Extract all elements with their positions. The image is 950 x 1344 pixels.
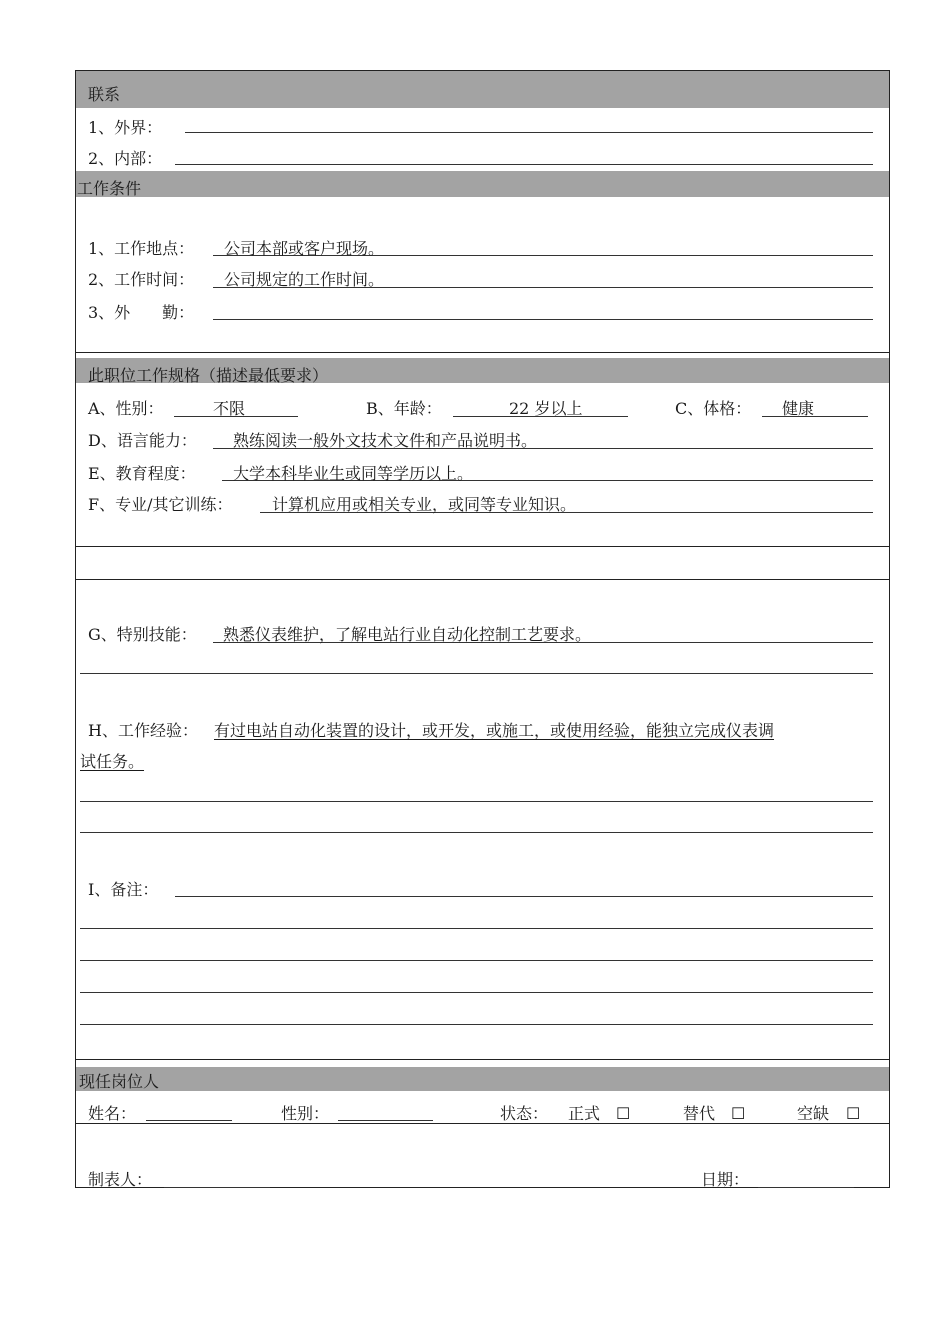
status-label: 状态：	[500, 1104, 549, 1123]
notes-line-3[interactable]	[80, 960, 873, 961]
spec-bottom-divider	[76, 1059, 889, 1060]
status-formal-checkbox[interactable]: ☐	[616, 1104, 631, 1123]
experience-value-line1: 有过电站自动化装置的设计，或开发，或施工，或使用经验，能独立完成仪表调	[214, 721, 775, 740]
incumbent-divider	[76, 1123, 889, 1124]
location-label: 1、工作地点：	[88, 239, 195, 258]
incumbent-gender-label: 性别：	[281, 1104, 330, 1123]
spec-title: 此职位工作规格（描述最低要求）	[88, 366, 329, 385]
field-work-label: 3、外 勤：	[88, 303, 195, 322]
time-label: 2、工作时间：	[88, 270, 195, 289]
preparer-line[interactable]	[164, 1187, 270, 1188]
field-work-line[interactable]	[213, 319, 873, 320]
spec-divider-1	[76, 546, 889, 547]
status-substitute-label: 替代	[683, 1104, 716, 1123]
notes-label: I、备注：	[88, 880, 159, 899]
incumbent-gender-line[interactable]	[338, 1120, 433, 1121]
training-value: 计算机应用或相关专业，或同等专业知识。	[272, 495, 577, 514]
notes-line-4[interactable]	[80, 992, 873, 993]
notes-line-2[interactable]	[80, 928, 873, 929]
status-formal-label: 正式	[568, 1104, 601, 1123]
age-value: 22 岁以上	[509, 399, 583, 418]
gender-value: 不限	[213, 399, 246, 418]
experience-value-line2: 试任务。	[80, 752, 145, 771]
incumbent-name-label: 姓名：	[88, 1104, 137, 1123]
date-line[interactable]	[758, 1187, 854, 1188]
skill-value: 熟悉仪表维护，了解电站行业自动化控制工艺要求。	[223, 625, 592, 644]
spec-divider-2	[76, 579, 889, 580]
language-label: D、语言能力：	[88, 431, 197, 450]
incumbent-title: 现任岗位人	[79, 1072, 160, 1091]
status-vacant-label: 空缺	[797, 1104, 830, 1123]
external-contact-label: 1、外界：	[88, 118, 163, 137]
experience-extra-line-2[interactable]	[80, 832, 873, 833]
physique-line	[762, 416, 868, 417]
conditions-header-band	[76, 171, 889, 197]
training-label: F、专业/其它训练：	[88, 495, 233, 514]
gender-label: A、性别：	[88, 399, 164, 418]
contact-header-band	[76, 71, 889, 108]
location-value: 公司本部或客户现场。	[224, 239, 385, 258]
physique-value: 健康	[782, 399, 815, 418]
conditions-title: 工作条件	[77, 179, 142, 198]
skill-label: G、特别技能：	[88, 625, 197, 644]
internal-contact-line[interactable]	[175, 164, 873, 165]
experience-label: H、工作经验：	[88, 721, 198, 740]
contact-title: 联系	[88, 85, 121, 104]
notes-line-5[interactable]	[80, 1024, 873, 1025]
experience-extra-line-1[interactable]	[80, 801, 873, 802]
incumbent-name-line[interactable]	[146, 1120, 232, 1121]
education-value: 大学本科毕业生或同等学历以上。	[233, 464, 474, 483]
conditions-divider	[76, 352, 889, 353]
job-form-frame	[75, 70, 890, 1188]
preparer-label: 制表人：	[88, 1170, 153, 1189]
notes-line-1[interactable]	[175, 896, 873, 897]
incumbent-header-band	[76, 1067, 889, 1091]
internal-contact-label: 2、内部：	[88, 149, 163, 168]
time-value: 公司规定的工作时间。	[224, 270, 385, 289]
age-label: B、年龄：	[366, 399, 442, 418]
skill-extra-line[interactable]	[80, 673, 873, 674]
physique-label: C、体格：	[675, 399, 752, 418]
external-contact-line[interactable]	[185, 132, 873, 133]
date-label: 日期：	[701, 1170, 750, 1189]
education-label: E、教育程度：	[88, 464, 196, 483]
status-vacant-checkbox[interactable]: ☐	[846, 1104, 861, 1123]
status-substitute-checkbox[interactable]: ☐	[731, 1104, 746, 1123]
language-value: 熟练阅读一般外文技术文件和产品说明书。	[233, 431, 538, 450]
